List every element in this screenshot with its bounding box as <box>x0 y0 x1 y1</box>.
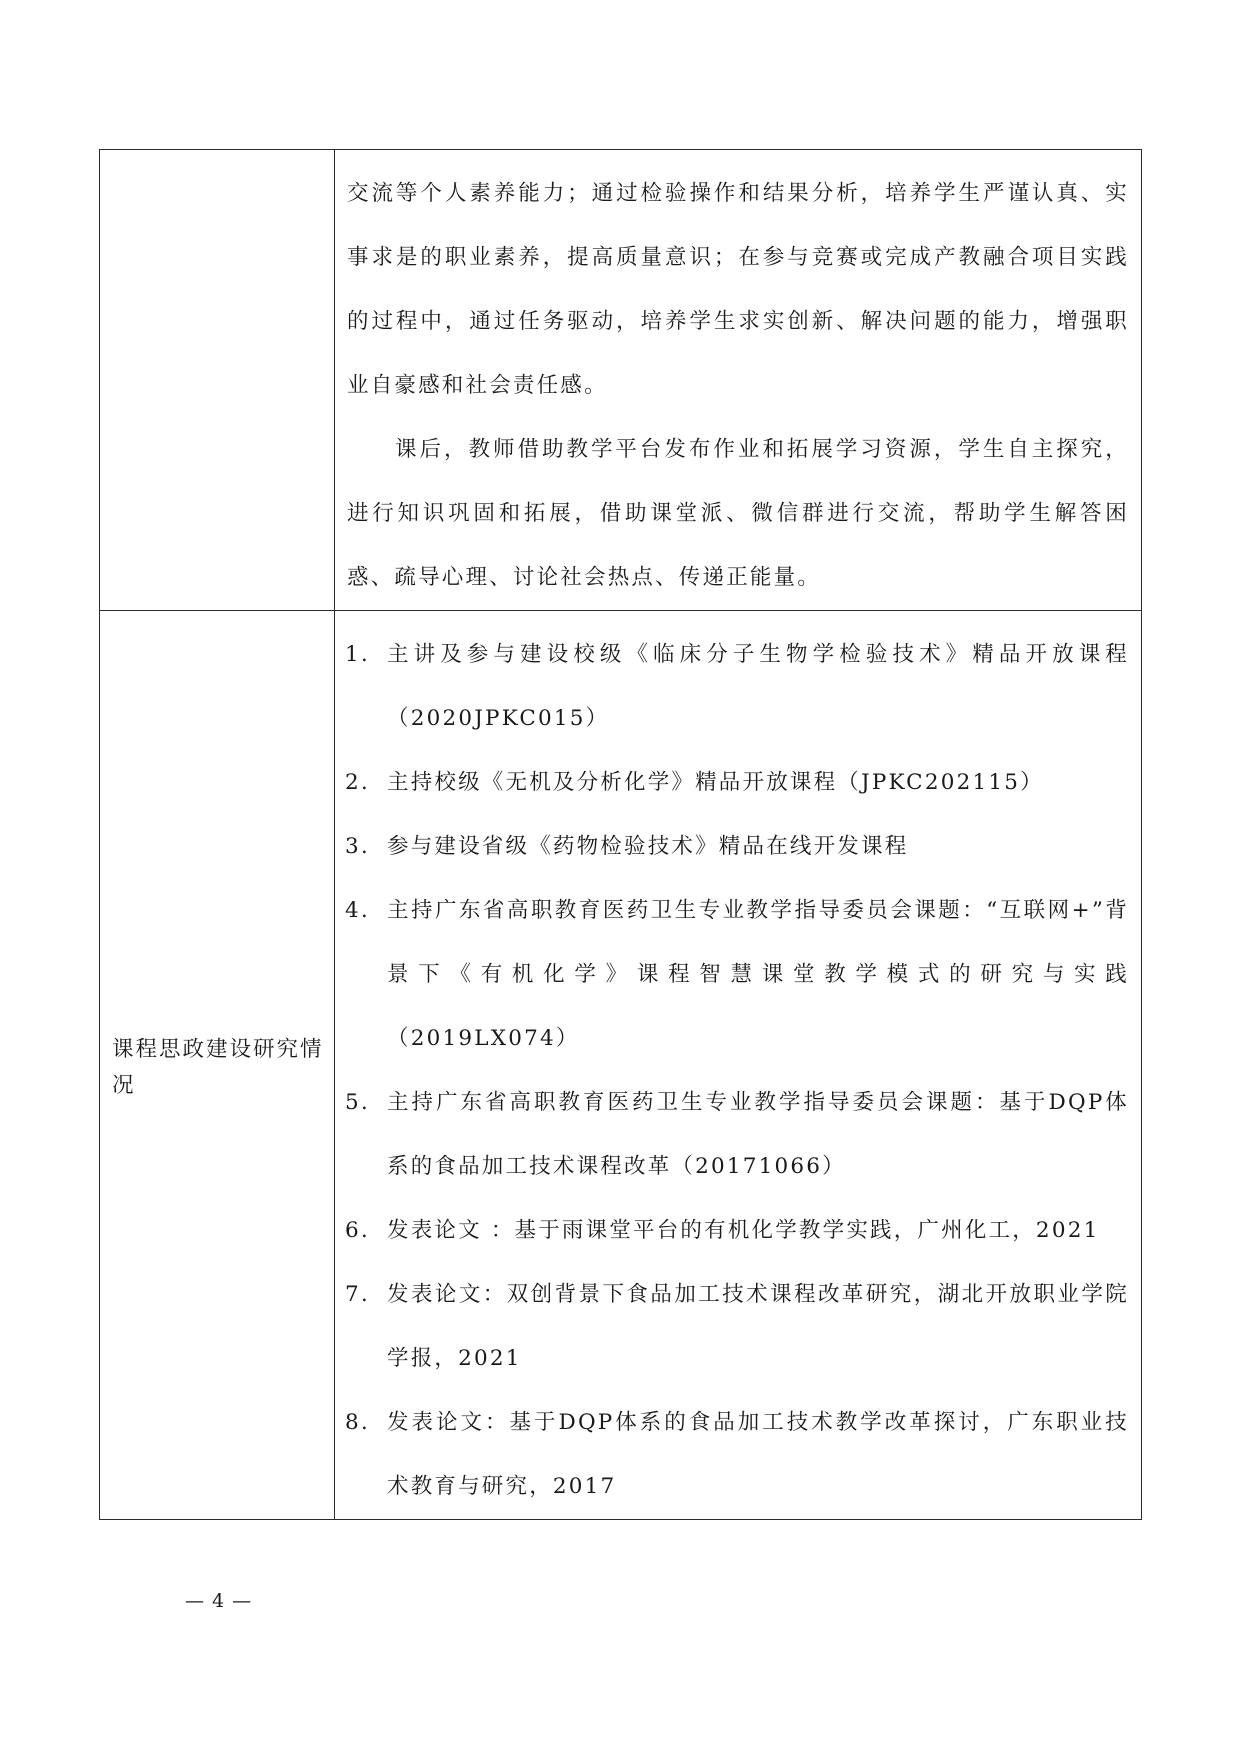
list-item <box>345 1391 1129 1519</box>
paragraph: 交流等个人素养能力；通过检验操作和结果分析，培养学生严谨认真、实事求是的职业素养，提高质量意识；在参与竞赛或完成产教融合项目实践的过程中，通过任务驱动，培养学生求实创新、解决问题的能力，增强职业自豪感和社会责任感。 <box>347 181 1129 398</box>
research-list <box>335 611 1141 1519</box>
list-item <box>345 815 1129 879</box>
item-number: 1. <box>345 642 370 667</box>
label-cell <box>100 611 335 1520</box>
item-number: 7. <box>345 1282 370 1307</box>
item-text: 主讲及参与建设校级《临床分子生物学检验技术》精品开放课程（2020JPKC015） <box>387 642 1129 731</box>
item-text: 参与建设省级《药物检验技术》精品在线开发课程 <box>387 834 909 859</box>
table-row <box>100 611 1142 1520</box>
item-number: 8. <box>345 1410 370 1435</box>
list-item <box>345 879 1129 1071</box>
item-number: 2. <box>345 770 370 795</box>
label-cell-empty <box>100 150 335 611</box>
row-label: 课程思政建设研究情况 <box>112 1037 324 1098</box>
list-item <box>345 1071 1129 1199</box>
item-number: 4. <box>345 898 370 923</box>
item-text: 主持广东省高职教育医药卫生专业教学指导委员会课题：基于DQP体系的食品加工技术课程改革（20171066） <box>387 1090 1129 1179</box>
item-number: 5. <box>345 1090 370 1115</box>
item-number: 3. <box>345 834 370 859</box>
paragraph: 课后，教师借助教学平台发布作业和拓展学习资源，学生自主探究，进行知识巩固和拓展，借助课堂派、微信群进行交流，帮助学生解答困惑、疏导心理、讨论社会热点、传递正能量。 <box>347 437 1129 590</box>
item-text: 发表论文：基于DQP体系的食品加工技术教学改革探讨，广东职业技术教育与研究，2017 <box>387 1410 1129 1499</box>
item-number: 6. <box>345 1218 370 1243</box>
list-item <box>345 1263 1129 1391</box>
table-row <box>100 150 1142 611</box>
item-text: 发表论文：双创背景下食品加工技术课程改革研究，湖北开放职业学院学报，2021 <box>387 1282 1129 1371</box>
content-cell <box>335 150 1142 611</box>
list-item <box>345 751 1129 815</box>
item-text: 主持广东省高职教育医药卫生专业教学指导委员会课题：“互联网+”背景下《有机化学》课程智慧课堂教学模式的研究与实践（2019LX074） <box>387 898 1129 1051</box>
item-text: 发表论文 ：基于雨课堂平台的有机化学教学实践，广州化工，2021 <box>387 1218 1100 1243</box>
page-number: — 4 — <box>185 1590 253 1612</box>
list-item <box>345 623 1129 751</box>
item-text: 主持校级《无机及分析化学》精品开放课程（JPKC202115） <box>387 770 1044 795</box>
document-table <box>99 149 1142 1520</box>
list-item <box>345 1199 1129 1263</box>
content-cell <box>335 611 1142 1520</box>
